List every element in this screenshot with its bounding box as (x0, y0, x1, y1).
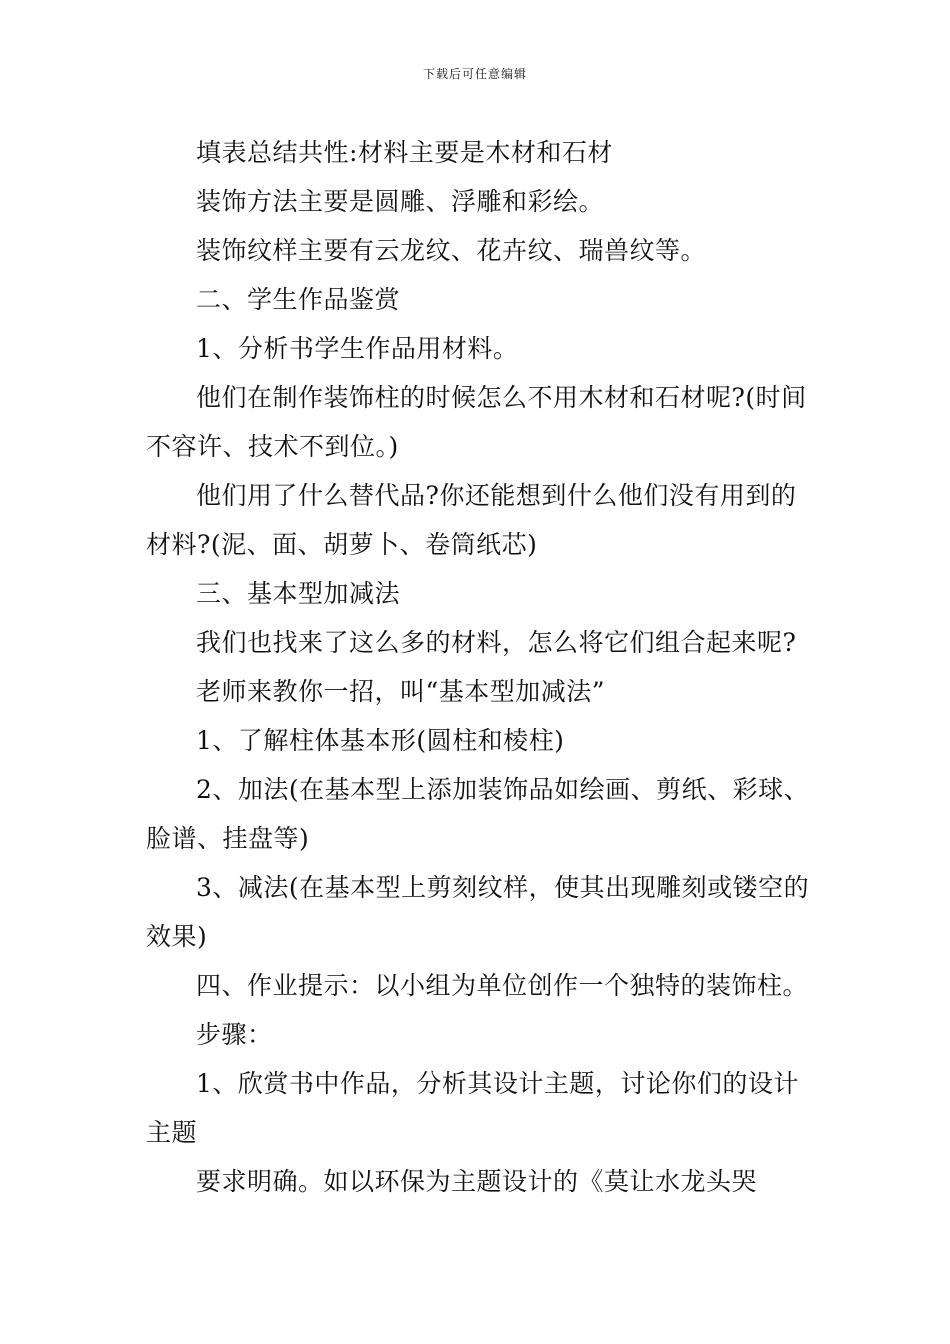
section-heading-2: 二、学生作品鉴赏 (196, 285, 401, 314)
page-header: 下载后可任意编辑 (422, 67, 527, 81)
paragraph-teacher-tip: 老师来教你一招，叫“基本型加减法” (196, 677, 606, 706)
list-item-subtraction: 3、减法(在基本型上剪刻纹样，使其出现雕刻或镂空的效果) (146, 873, 810, 951)
paragraph-decoration-pattern: 装饰纹样主要有云龙纹、花卉纹、瑞兽纹等。 (196, 236, 707, 265)
list-item-basic-shape: 1、了解柱体基本形(圆柱和棱柱) (196, 726, 565, 755)
paragraph-summary-material: 填表总结共性:材料主要是木材和石材 (196, 138, 613, 167)
paragraph-question-substitutes: 他们用了什么替代品?你还能想到什么他们没有用到的材料?(泥、面、胡萝卜、卷筒纸芯) (146, 481, 797, 559)
list-item-addition: 2、加法(在基本型上添加装饰品如绘画、剪纸、彩球、脸谱、挂盘等) (146, 775, 810, 853)
section-heading-3: 三、基本型加减法 (196, 579, 401, 608)
paragraph-steps-label: 步骤： (196, 1020, 273, 1049)
paragraph-requirement: 要求明确。如以环保为主题设计的《莫让水龙头哭 (196, 1167, 758, 1196)
section-heading-4: 四、作业提示：以小组为单位创作一个独特的装饰柱。 (196, 971, 809, 1000)
paragraph-decoration-method: 装饰方法主要是圆雕、浮雕和彩绘。 (196, 187, 605, 216)
paragraph-combine-materials: 我们也找来了这么多的材料，怎么将它们组合起来呢? (196, 628, 797, 657)
paragraph-question-wood-stone: 他们在制作装饰柱的时候怎么不用木材和石材呢?(时间不容许、技术不到位。) (146, 383, 807, 461)
list-item-analyze-materials: 1、分析书学生作品用材料。 (196, 334, 519, 363)
list-item-appreciate-works: 1、欣赏书中作品，分析其设计主题，讨论你们的设计主题 (146, 1069, 799, 1147)
document-body (146, 128, 811, 1206)
